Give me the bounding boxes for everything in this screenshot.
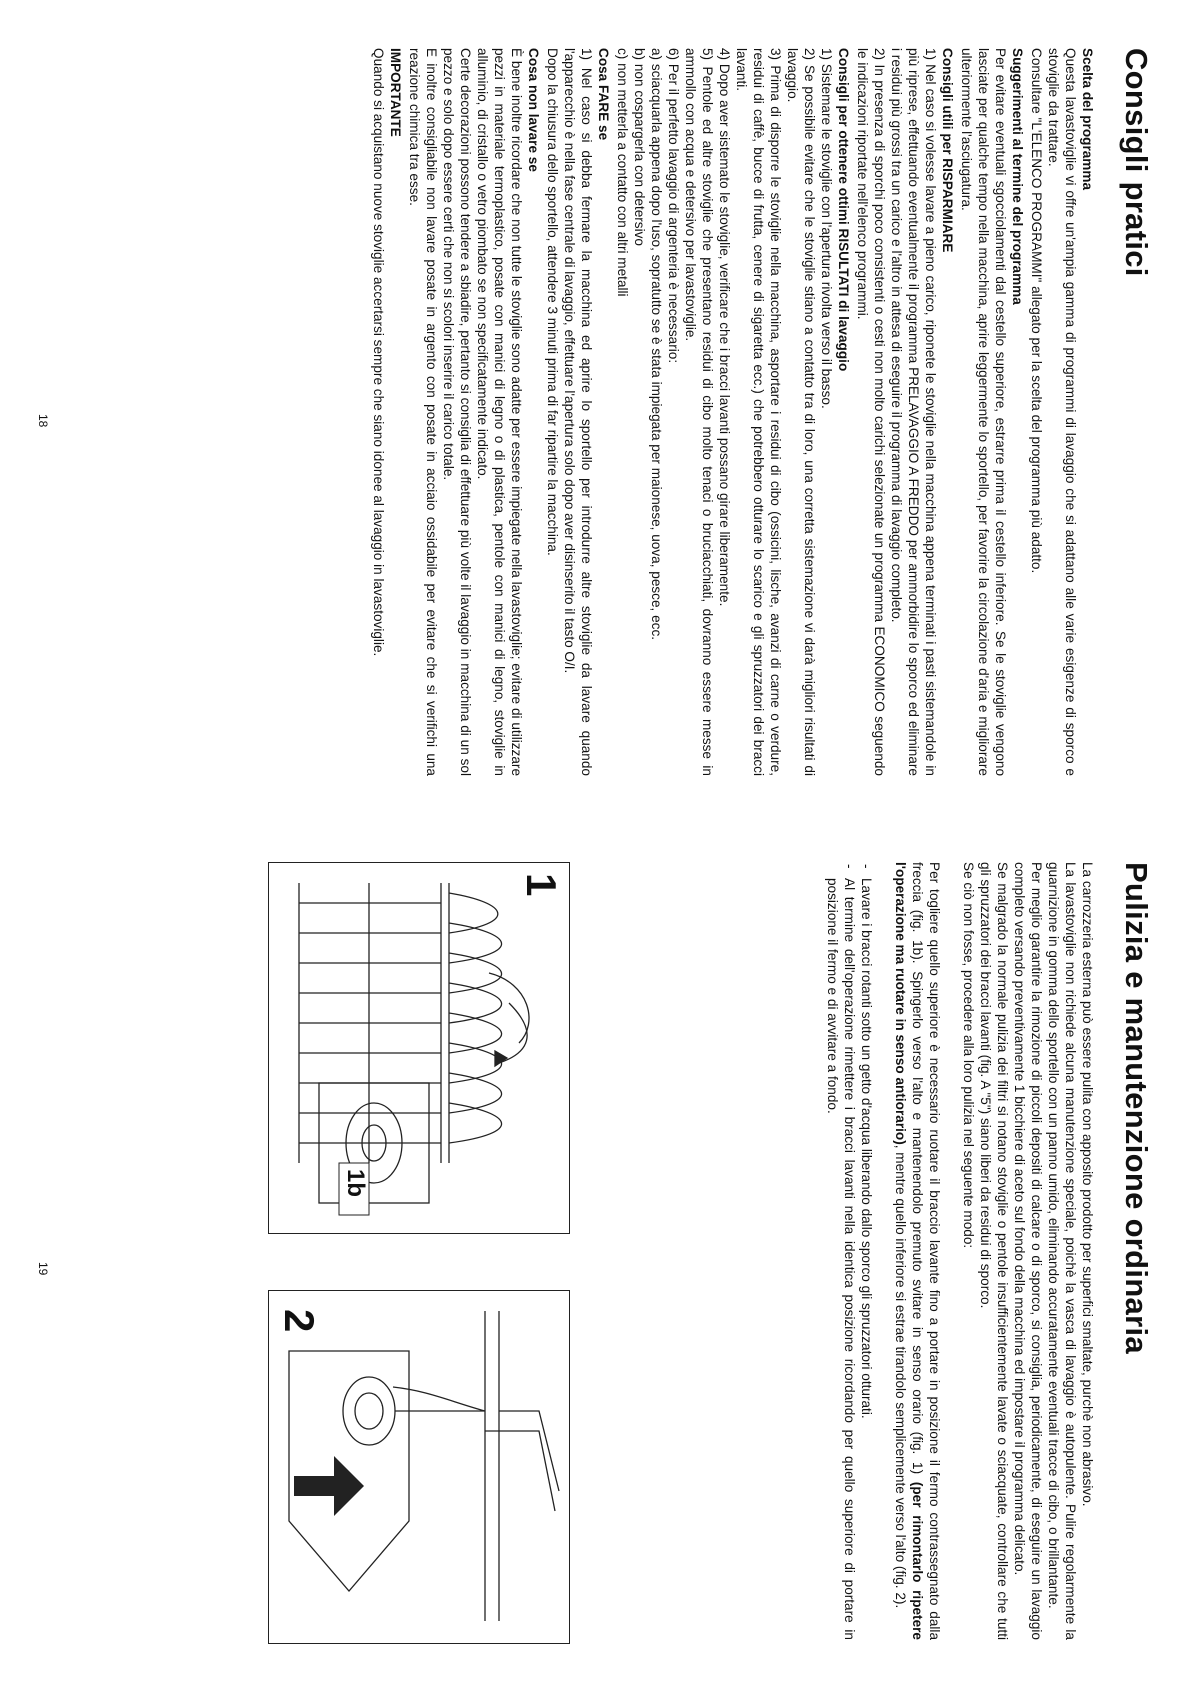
figure-2-drawing bbox=[269, 1291, 569, 1643]
paragraph: a) sciacquarla appena dopo l'uso, sopratutto se è stata impiegata per maionese, uova, pesce, ecc. bbox=[649, 48, 664, 641]
section-heading: Cosa non lavare se bbox=[526, 48, 541, 172]
bullet-list bbox=[824, 862, 875, 1640]
paragraph: La lavastoviglie non richiede alcuna manutenzione speciale, poichè la vasca di lavaggio è autopulente. Pulire regolarmente la guarnizione in gomma dello sportello con un panno umido, eliminando accuratamente eventuali tracce di cibo, o brillantante. bbox=[1046, 862, 1078, 1640]
section-fare bbox=[544, 48, 612, 776]
list-item: - Al termine dell'operazione rimettere i bracci lavanti nella identica posizione ricordando per quello superiore di portare in posizione il fermo e di avvitare a fondo. bbox=[824, 862, 858, 1640]
section-importante bbox=[370, 48, 404, 776]
section-scelta bbox=[1028, 48, 1096, 776]
paragraph: 2) In presenza di sporchi poco consistenti o cesti non molto carichi selezionate un programma ECONOMICO seguendo le indicazioni riportate nell'elenco programmi. bbox=[855, 48, 887, 776]
paragraph: Per evitare eventuali sgocciolamenti dal cestello superiore, estrarre prima il cestello inferiore. Se le stoviglie vengono lasciate per qualche tempo nella macchina, aprire leggermente lo sportello, per favorire la circolazione d'aria e migliorare ulteriormente l'asciugatura. bbox=[959, 48, 1008, 776]
figure-1 bbox=[268, 862, 570, 1234]
paragraph: c) non metterla a contatto con altri metalli bbox=[615, 48, 630, 297]
paragraph: Quando si acquistano nuove stoviglie accertarsi sempre che siano idonee al lavaggio in lavastoviglie. bbox=[371, 48, 386, 657]
figure-1b-label: 1b bbox=[342, 1169, 369, 1198]
paragraph-rotation bbox=[892, 862, 943, 1640]
paragraph: Per meglio garantire la rimozione di piccoli depositi di calcare o di sporco, si consiglia, periodicamente, di eseguire un lavaggio completo versando preventivamente 1 bicchiere di aceto sul fondo della macchina ed impostare il programma delicato. bbox=[1012, 862, 1044, 1640]
figure-1-number: 1 bbox=[518, 873, 565, 897]
paragraph: E inoltre consigliabile non lavare posate in argento con posate in acciaio ossidabile per evitare che si verifichi una reazione chimica tra esse. bbox=[407, 48, 439, 776]
page-19-column bbox=[824, 862, 1154, 1640]
section-heading: Suggerimenti al termine del programma bbox=[1010, 48, 1025, 305]
paragraph: È bene inoltre ricordare che non tutte le stoviglie sono adatte per essere impiegate nella lavastoviglie; evitare di utilizzare pezzi in materiale termoplastico, posate con manici di legno o di plastica, pentole con manici di legno, stoviglie in alluminio, di cristallo o vetro piombato se non specificatamente indicato. bbox=[475, 48, 524, 776]
paragraph: Certe decorazioni possono tendere a sbiadire, pertanto si consiglia di effettuare più volte il lavaggio in macchina di un sol pezzo e solo dopo essere certi che non si scolori inserire il carico totale. bbox=[441, 48, 473, 776]
page-number-18: 18 bbox=[36, 414, 50, 428]
page-18-title: Consigli pratici bbox=[1119, 48, 1154, 277]
section-suggerimenti bbox=[958, 48, 1026, 776]
text-run: , mentre quello inferiore si estrae tirandolo semplicemente verso l'alto (fig. 2). bbox=[893, 1144, 908, 1609]
paragraph: 1) Sistemare le stoviglie con l'apertura rivolta verso il basso. bbox=[819, 48, 834, 409]
section-heading: Cosa FARE se bbox=[596, 48, 611, 141]
paragraph: Dopo la chiusura dello sportello, attendere 3 minuti prima di far ripartire la macchina. bbox=[545, 48, 560, 556]
section-risultati bbox=[614, 48, 852, 776]
paragraph: Questa lavastoviglie vi offre un'ampia gamma di programmi di lavaggio che si adattano alle varie esigenze di sporco e stoviglie da trattare. bbox=[1046, 48, 1078, 776]
paragraph: 5) Pentole ed altre stoviglie che presentano residui di cibo molto tenaci o bruciacchiati, dovranno essere messe in ammollo con acqua e detersivo per lavastoviglie. bbox=[683, 48, 715, 776]
paragraph: Se malgrado la normale pulizia dei filtri si notano stoviglie o pentole insufficientemente lavate o sciacquate, controllare che tutti gli spruzzatori dei bracci lavanti (fig. A "5") siano liberi da residui di sporco. bbox=[978, 862, 1010, 1640]
page-number-19: 19 bbox=[36, 1262, 50, 1276]
paragraph: b) non cospargerla con detersivo bbox=[632, 48, 647, 246]
paragraph: 1) Nel caso si debba fermare la macchina ed aprire lo sportello per introdurre altre stoviglie da lavare quando l'apparecchio è nella fase centrale di lavaggio, effettuare l'apertura solo dopo aver disinserito il tasto O/I. bbox=[562, 48, 594, 776]
section-heading: Consigli per ottenere ottimi RISULTATI di lavaggio bbox=[836, 48, 851, 372]
spacer bbox=[943, 862, 960, 1640]
paragraph: 4) Dopo aver sistemato le stoviglie, verificare che i bracci lavanti possano girare liberamente. bbox=[717, 48, 732, 607]
paragraph: 1) Nel caso si volesse lavare a pieno carico, riponete le stoviglie nella macchina appena terminati i pasti sistemandole in più riprese, effettuando eventualmente il programma PRELAVAGGIO A FREDDO per ammorbidire lo sporco ed eliminare i residui più grossi tra un carico e l'altro in attesa di eseguire il programma di lavaggio completo. bbox=[889, 48, 938, 776]
bold-text-run: (per rimontarlo ripetere l'operazione ma ruotare in senso antiorario) bbox=[893, 862, 925, 1640]
paragraph: 3) Prima di disporre le stoviglie nella macchina, asportare i residui di cibo (ossicini, lische, avanzi di carne o verdure, residui di caffè, bucce di frutta, cenere di sigaretta ecc.) che potrebbero otturare lo scarico e gli spruzzatori dei bracci lavanti. bbox=[734, 48, 783, 776]
paragraph: 2) Se possibile evitare che le stoviglie stiano a contatto tra di loro, una corretta sistemazione vi darà migliori risultati di lavaggio. bbox=[785, 48, 817, 776]
text-run: Per togliere quello superiore è necessario ruotare il braccio lavante fino a portare in posizione il fermo contrassegnato dalla freccia (fig. 1b). Spingerlo verso l'alto e mantenendolo premuto svitare in senso orario (fig. 1) bbox=[910, 862, 942, 1640]
page-19-title: Pulizia e manutenzione ordinaria bbox=[1119, 862, 1154, 1354]
section-heading: IMPORTANTE bbox=[388, 48, 403, 137]
paragraph: Se ciò non fosse, procedere alla loro pulizia nel seguente modo: bbox=[961, 862, 976, 1249]
figure-1-drawing bbox=[269, 863, 569, 1233]
section-non-lavare bbox=[406, 48, 542, 776]
section-heading: Consigli utili per RISPARMIARE bbox=[940, 48, 955, 253]
page-18-column bbox=[368, 48, 1154, 776]
paragraph: 6) Per il perfetto lavaggio di argenteria è necessario: bbox=[666, 48, 681, 364]
paragraph: Consultare "L'ELENCO PROGRAMMI" allegato per la scelta del programma più adatto. bbox=[1029, 48, 1044, 574]
section-risparmiare bbox=[854, 48, 956, 776]
figure-2-number: 2 bbox=[276, 1309, 323, 1333]
list-item: - Lavare i bracci rotanti sotto un getto d'acqua liberando dallo sporco gli spruzzatori otturati. bbox=[858, 862, 875, 1640]
spacer bbox=[875, 862, 892, 1640]
section-heading: Scelta del programma bbox=[1080, 48, 1095, 191]
paragraph: La carrozzeria esterna può essere pulita con apposito prodotto per superfici smaltate, purchè non abrasivo. bbox=[1080, 862, 1095, 1507]
figure-2 bbox=[268, 1290, 570, 1644]
